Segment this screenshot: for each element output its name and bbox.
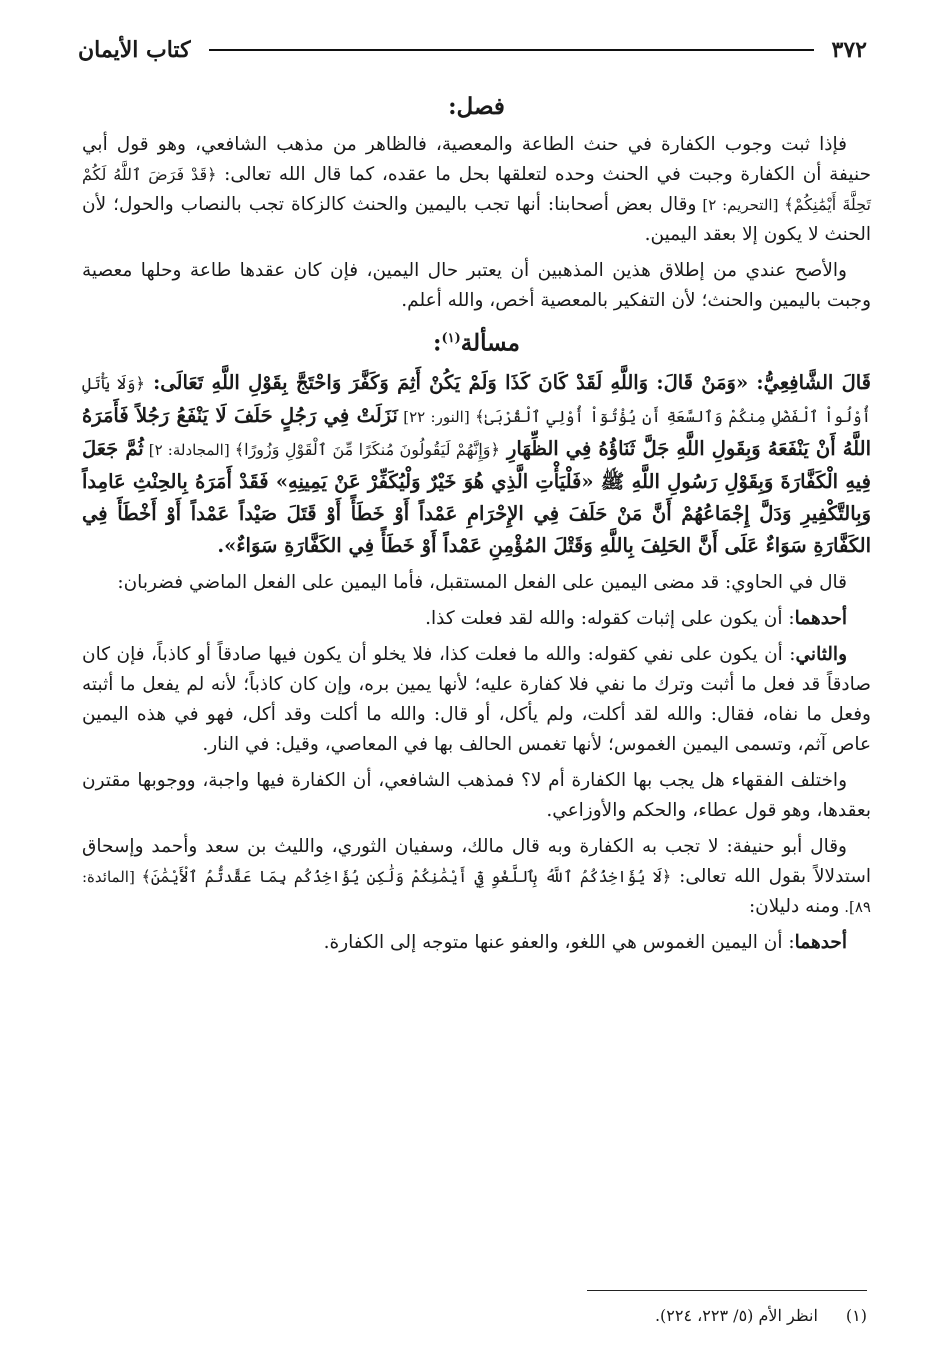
paragraph-2: والأصح عندي من إطلاق هذين المذهبين أن يعتبر حال اليمين، فإن كان عقدها طاعة وحلها معصية وجبت باليمين والحنث؛ لأن التفكير بالمعصية أخص، والله أعلم. [82, 260, 871, 311]
paragraph-6: واختلف الفقهاء هل يجب بها الكفارة أم لا؟ فمذهب الشافعي، أن الكفارة فيها واجبة، ووجوبها مقترن بعقدها، وهو قول عطاء، والحكم والأوزاعي. [82, 769, 871, 821]
paragraph-1-text-b: وقال بعض أصحابنا: أنها تجب باليمين والحنث كالزكاة تجب بالنصاب والحول؛ لأن الحنث لا يكون إلا بعقد اليمين. [82, 194, 871, 245]
matn-part-2: نَزَلَتْ فِي رَجُلٍ حَلَفَ لَا يَنْفَعُ رَجُلاً فَأَمَرَهُ اللَّهُ أَنْ يَنْفَعَهُ وَبِقَولِ اللَّهِ جَلَّ ثَنَاؤُهُ فِي الظِّهَارِ [82, 403, 871, 460]
footnote-marker[interactable]: (١) [441, 331, 461, 346]
paragraph-7 [82, 832, 871, 922]
masala-heading [82, 322, 871, 361]
paragraph-3: قال في الحاوي: قد مضى اليمين على الفعل المستقبل، فأما اليمين على الفعل الماضي فضربان: [117, 571, 847, 593]
footnote-separator [587, 1290, 867, 1291]
paragraph-1-text-a: فإذا ثبت وجوب الكفارة في حنث الطاعة والمعصية، فالظاهر من مذهب الشافعي، وهو قول أبي حنيفة أن الكفارة وجبت في الحنث وحده لتعلقها بحل ما عقده، كما قال الله تعالى: [82, 134, 872, 185]
verse-reference-mujadila: [المجادلة: ٢] [143, 440, 235, 459]
page-body [82, 84, 871, 964]
paragraph-4 [82, 604, 871, 634]
footnote-number: (١) [845, 1306, 867, 1325]
footnote-text: انظر الأم (٥/ ٢٢٣، ٢٢٤). [654, 1306, 818, 1325]
matn-shafii [82, 367, 871, 562]
book-title: كتاب الأيمان [78, 37, 191, 63]
quran-verse-mujadila: ﴿وَإِنَّهُمْ لَيَقُولُونَ مُنكَرًا مِّنَ ٱلْقَوْلِ وَزُورًا﴾ [234, 439, 500, 459]
quran-verse-nur: ﴿وَلَا يَأْتَلِ أُوْلُواْ ٱلْفَضْلِ مِنكُمْ وَٱلسَّعَةِ أَن يُؤْتُوٓاْ أُوْلِي ٱلْقُرْبَىٰ﴾ [82, 373, 871, 426]
matn-part-3: ثُمَّ جَعَلَ فِيهِ الْكَفَّارَةَ وَبِقَوْلِ رَسُولِ اللَّهِ ﷺ «فَلْيَأْتِ الَّذِي هُوَ خَيْرٌ وَلْيُكَفِّرْ عَنْ يَمِينِهِ» فَقَدْ أَمَرَهُ بِالحِنْثِ عَامِداً وَبِالتَّكْفِيرِ وَدَلَّ إِجْمَاعُهُمْ أَنَّ مَنْ حَلَفَ فِي الإِحْرَامِ عَمْداً أَوْ خَطَأً أَوْ قَتَلَ صَيْداً عَمْداً أَوْ أَخْطَأَ فِي الكَفَّارَةِ سَوَاءٌ عَلَى أَنَّ الحَلِفَ بِاللَّهِ وَقَتْلَ المُؤْمِنِ عَمْداً أَوْ خَطَأً فِي الكَفَّارَةِ سَوَاءٌ». [82, 436, 871, 557]
paragraph-5-text: : أن يكون على نفي كقوله: والله ما فعلت كذا، فلا يخلو أن يكون فيها صادقاً أو كاذباً، فإن كان صادقاً قد فعل ما أثبت وترك ما نفي فلا كفارة عليه؛ لأنها يمين بره، وإن كان كاذباً؛ لأنه لم يفعل ما أثبته وفعل ما نفاه، فقال: والله لقد أكلت، ولم يأكل، أو قال: والله ما أكلت وقد أكل، فهو في هذه اليمين عاص آثم، وتسمى اليمين الغموس؛ لأنها تغمس الحالف بها في المعاصي، وقيل: في النار. [82, 643, 871, 755]
paragraph-5-label: والثاني [795, 643, 847, 665]
paragraph-1 [82, 130, 871, 250]
paragraph-4-label: أحدهما [794, 607, 847, 629]
footnote [82, 1304, 867, 1328]
page-number: ٣٧٢ [831, 37, 867, 63]
verse-reference-tahrim: [التحريم: ٢] [696, 196, 785, 214]
paragraph-7-text-a: وقال أبو حنيفة: لا تجب به الكفارة وبه قال مالك، وسفيان الثوري، والليث بن سعد وأحمد وإسحاق استدلالاً بقول الله تعالى: [82, 835, 871, 887]
verse-reference-nur: [النور: ٢٢] [397, 407, 476, 426]
section-heading: فصل: [448, 93, 505, 120]
paragraph-4-text: : أن يكون على إثبات كقوله: والله لقد فعلت كذا. [425, 607, 795, 629]
paragraph-7-text-b: ومنه دليلان: [748, 895, 840, 917]
matn-part-1: قَالَ الشَّافِعِيُّ: «وَمَنْ قَالَ: وَاللَّهِ لَقَدْ كَانَ كَذَا وَلَمْ يَكُنْ أَثِمَ وَكَفَّرَ وَاحْتَجَّ بِقَوْلِ اللَّهِ تَعَالَى: [144, 370, 872, 394]
quran-verse-tahrim: ﴿قَدْ فَرَضَ ٱللَّهُ لَكُمْ تَحِلَّةَ أَيْمَٰنِكُمْ﴾ [82, 165, 871, 214]
paragraph-5 [82, 640, 871, 760]
running-header [78, 30, 867, 70]
paragraph-8-text: : أن اليمين الغموس هي اللغو، والعفو عنها متوجه إلى الكفارة. [323, 931, 795, 953]
masala-title: مسألة [460, 329, 520, 357]
paragraph-8 [82, 928, 871, 958]
verse-reference-maida: [المائدة: ٨٩]. [82, 867, 871, 916]
masala-colon: : [433, 329, 442, 357]
paragraph-8-label: أحدهما [794, 931, 847, 953]
header-rule [209, 49, 814, 51]
quran-verse-maida: ﴿لَا يُؤَاخِذُكُمُ ٱللَّهُ بِٱللَّغْوِ فِيٓ أَيْمَٰنِكُمْ وَلَٰكِن يُؤَاخِذُكُم بِمَا عَقَّدتُّمُ ٱلْأَيْمَٰنَ﴾ [141, 866, 672, 886]
